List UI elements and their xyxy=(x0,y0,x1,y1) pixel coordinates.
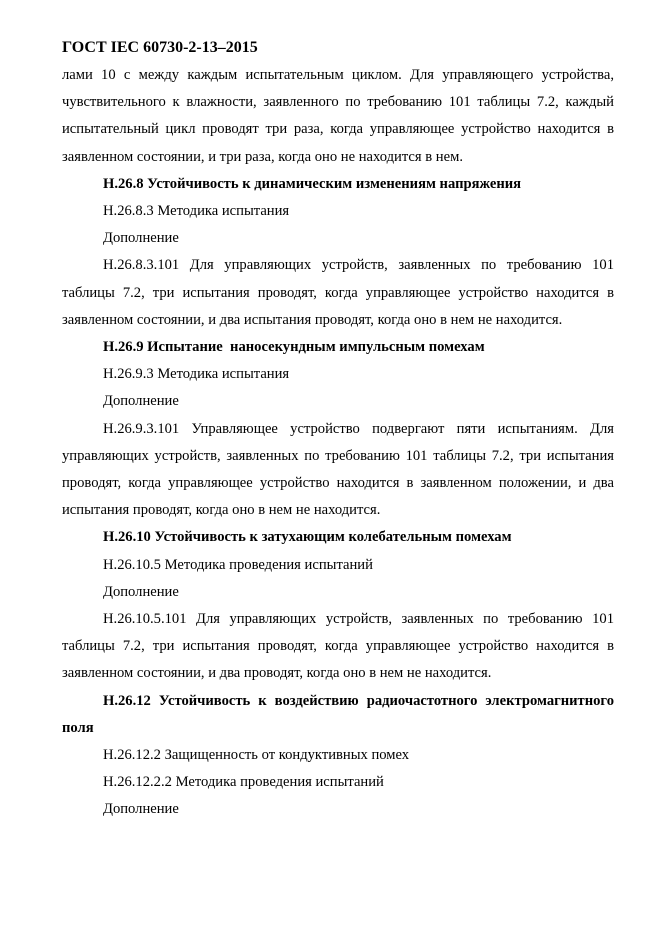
section-heading-h-26-12: H.26.12 Устойчивость к воздействию радиочастотного электромагнитного поля xyxy=(62,692,614,736)
subsection-h-26-10-5: H.26.10.5 Методика проведения испытаний xyxy=(103,556,373,573)
subsection-h-26-8-3: H.26.8.3 Методика испытания xyxy=(103,203,290,220)
paragraph-h-26-8-3-101: H.26.8.3.101 Для управляющих устройств, заявленных по требованию 101 таблицы 7.2, три испытания проводят, когда управляющее устройство находится в заявленном состоянии, и два испытания проводят, когда оно в нем не находится. xyxy=(62,257,614,328)
section-heading-h-26-10: H.26.10 Устойчивость к затухающим колебательным помехам xyxy=(103,529,512,546)
paragraph-h-26-10-5-101: H.26.10.5.101 Для управляющих устройств, заявленных по требованию 101 таблицы 7.2, три испытания проводят, когда управляющее устройство находится в заявленном состоянии, и два проводят, когда оно в нем не находится. xyxy=(62,611,614,682)
addition-label: Дополнение xyxy=(103,393,179,410)
addition-label: Дополнение xyxy=(103,801,179,818)
addition-label: Дополнение xyxy=(103,230,179,247)
section-heading-h-26-8: H.26.8 Устойчивость к динамическим изменениям напряжения xyxy=(103,175,522,192)
subsection-h-26-12-2-2: H.26.12.2.2 Методика проведения испытаний xyxy=(103,774,384,791)
section-heading-h-26-9: H.26.9 Испытание наносекундным импульсным помехам xyxy=(103,339,485,356)
addition-label: Дополнение xyxy=(103,583,179,600)
document-body xyxy=(62,62,614,824)
subsection-h-26-9-3: H.26.9.3 Методика испытания xyxy=(103,366,290,383)
paragraph-h-26-9-3-101: H.26.9.3.101 Управляющее устройство подвергают пяти испытаниям. Для управляющих устройств, заявленных по требованию 101 таблицы 7.2, три испытания проводят, когда управляющее устройство находится в заявленном положении, и два испытания проводят, когда оно в нем не находится. xyxy=(62,420,614,519)
paragraph-continuation: лами 10 с между каждым испытательным циклом. Для управляющего устройства, чувствительного к влажности, заявленного по требованию 101 таблицы 7.2, каждый испытательный цикл проводят три раза, когда управляющее устройство находится в заявленном состоянии, и три раза, когда оно не находится в нем. xyxy=(62,67,614,165)
standard-header: ГОСТ IEC 60730-2-13–2015 xyxy=(62,39,258,56)
subsection-h-26-12-2: H.26.12.2 Защищенность от кондуктивных помех xyxy=(103,747,410,764)
